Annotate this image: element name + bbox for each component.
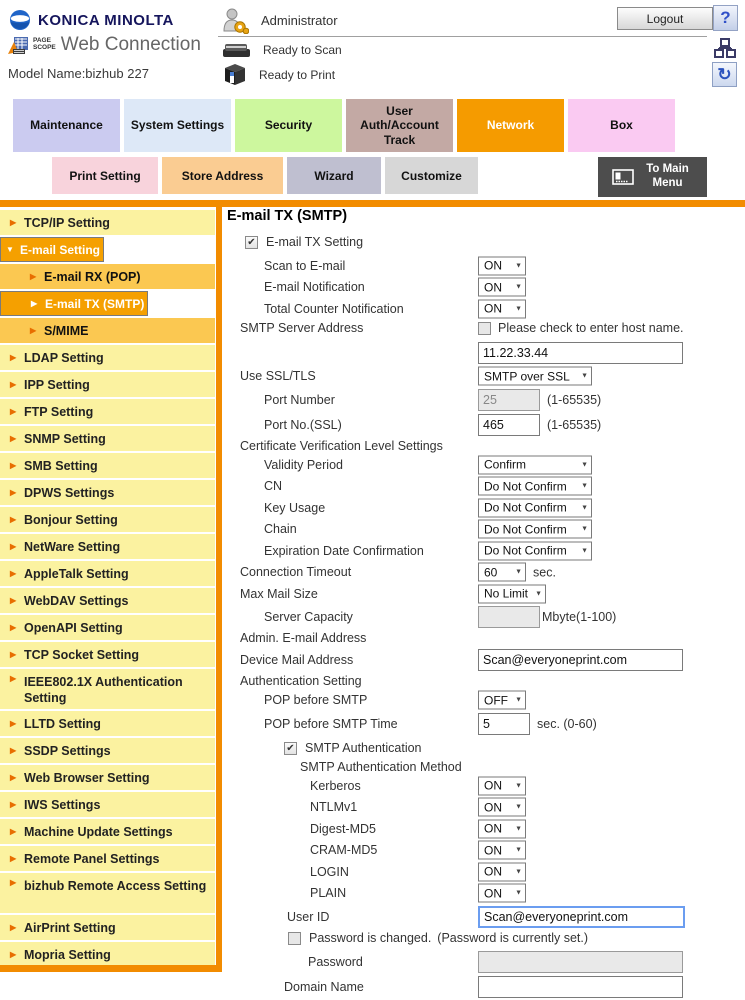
row-total-counter-notification: Total Counter Notification ON ▼ xyxy=(227,298,742,320)
main-tab-bar xyxy=(13,99,675,152)
select-value: SMTP over SSL xyxy=(484,369,570,384)
arrow-right-icon: ▶ xyxy=(10,746,17,755)
tab-maintenance[interactable]: Maintenance xyxy=(13,99,120,152)
scan-to-email-select[interactable] xyxy=(478,256,526,275)
connection-timeout-select[interactable] xyxy=(478,563,526,582)
select-value: Do Not Confirm xyxy=(484,543,567,558)
row-port-no-ssl: Port No.(SSL) 465 (1-65535) xyxy=(227,412,742,437)
row-login: LOGIN ON ▼ xyxy=(227,861,742,883)
email-notification-select[interactable] xyxy=(478,278,526,297)
row-scan-to-email: Scan to E-mail ON ▼ xyxy=(227,255,742,277)
chevron-down-icon: ▼ xyxy=(581,504,588,512)
arrow-right-icon: ▶ xyxy=(10,800,17,809)
header-divider xyxy=(218,36,707,37)
chevron-down-icon: ▼ xyxy=(581,547,588,555)
help-button[interactable] xyxy=(713,5,738,31)
select-value: ON xyxy=(484,258,502,273)
panel-icon xyxy=(612,169,634,185)
expiration-date-select[interactable] xyxy=(478,541,592,560)
select-value: ON xyxy=(484,821,502,836)
network-tree-icon[interactable] xyxy=(714,38,736,58)
smtp-authentication-checkbox[interactable] xyxy=(284,742,297,755)
row-ntlmv1: NTLMv1 ON ▼ xyxy=(227,797,742,819)
check-icon: ✔ xyxy=(286,742,295,754)
arrow-right-icon: ▶ xyxy=(10,461,17,470)
row-pop-before-smtp-time: POP before SMTP Time 5 sec. (0-60) xyxy=(227,711,742,736)
tab-customize[interactable]: Customize xyxy=(385,157,478,194)
sidebar-item-webdav-settings[interactable]: ▶ WebDAV Settings xyxy=(0,588,215,613)
refresh-button[interactable] xyxy=(712,62,737,87)
chevron-down-icon: ▼ xyxy=(515,803,522,811)
select-value: Do Not Confirm xyxy=(484,500,567,515)
row-cram-md5: CRAM-MD5 ON ▼ xyxy=(227,840,742,862)
select-value: Do Not Confirm xyxy=(484,522,567,537)
chain-select[interactable] xyxy=(478,520,592,539)
tab-system-settings[interactable]: System Settings xyxy=(124,99,231,152)
row-cn: CN Do Not Confirm ▼ xyxy=(227,476,742,498)
sidebar-item-smb-setting[interactable]: ▶ SMB Setting xyxy=(0,453,215,478)
tab-print-setting[interactable]: Print Setting xyxy=(52,157,158,194)
sidebar-item-bonjour-setting[interactable]: ▶ Bonjour Setting xyxy=(0,507,215,532)
plain-select[interactable] xyxy=(478,884,526,903)
login-select[interactable] xyxy=(478,862,526,881)
pop-before-smtp-select[interactable] xyxy=(478,691,526,710)
sidebar-item-email-tx-smtp[interactable]: ▶ E-mail TX (SMTP) xyxy=(0,291,148,316)
tab-network[interactable]: Network xyxy=(457,99,564,152)
sidebar-item-dpws-settings[interactable]: ▶ DPWS Settings xyxy=(0,480,215,505)
row-smtp-server-value xyxy=(227,340,742,366)
tab-user-auth-account-track[interactable]: User Auth/Account Track xyxy=(346,99,453,152)
row-port-number: Port Number 25 (1-65535) xyxy=(227,387,742,412)
select-value: ON xyxy=(484,800,502,815)
total-counter-notification-select[interactable] xyxy=(478,299,526,318)
chevron-down-icon: ▼ xyxy=(581,372,588,380)
arrow-right-icon: ▶ xyxy=(30,272,37,281)
sidebar-item-airprint-setting[interactable]: ▶ AirPrint Setting xyxy=(0,915,215,940)
hostname-checkbox[interactable] xyxy=(478,322,491,335)
chevron-down-icon: ▼ xyxy=(581,461,588,469)
chevron-down-icon: ▼ xyxy=(515,889,522,897)
pop-before-smtp-time-input[interactable] xyxy=(478,713,530,735)
sidebar-item-snmp-setting[interactable]: ▶ SNMP Setting xyxy=(0,426,215,451)
sidebar-item-lltd-setting[interactable]: ▶ LLTD Setting xyxy=(0,711,215,736)
logout-button[interactable]: Logout xyxy=(617,7,713,30)
row-key-usage: Key Usage Do Not Confirm ▼ xyxy=(227,497,742,519)
select-value: OFF xyxy=(484,693,508,708)
sidebar-item-openapi-setting[interactable]: ▶ OpenAPI Setting xyxy=(0,615,215,640)
brand-name: KONICA MINOLTA xyxy=(38,11,174,29)
select-value: Confirm xyxy=(484,457,527,472)
sidebar-item-machine-update-settings[interactable]: ▶ Machine Update Settings xyxy=(0,819,215,844)
help-icon: ? xyxy=(720,8,731,27)
validity-period-select[interactable] xyxy=(478,455,592,474)
chevron-down-icon: ▼ xyxy=(515,305,522,313)
model-name: Model Name:bizhub 227 xyxy=(8,66,149,81)
sidebar-item-bizhub-remote-access-setting[interactable]: ▶ bizhub Remote Access Setting xyxy=(0,873,215,913)
arrow-right-icon: ▶ xyxy=(10,827,17,836)
select-value: 60 xyxy=(484,565,498,580)
use-ssl-tls-select[interactable] xyxy=(478,367,592,386)
chevron-down-icon: ▼ xyxy=(515,262,522,270)
arrow-right-icon: ▶ xyxy=(10,434,17,443)
chevron-down-icon: ▼ xyxy=(515,846,522,854)
arrow-right-icon: ▶ xyxy=(10,923,17,932)
sidebar-item-web-browser-setting[interactable]: ▶ Web Browser Setting xyxy=(0,765,215,790)
select-value: Do Not Confirm xyxy=(484,479,567,494)
sidebar-item-email-rx-pop[interactable]: ▶ E-mail RX (POP) xyxy=(0,264,215,289)
sidebar-item-iws-settings[interactable]: ▶ IWS Settings xyxy=(0,792,215,817)
product-logo xyxy=(8,34,201,56)
cram-md5-select[interactable] xyxy=(478,841,526,860)
sidebar-item-remote-panel-settings[interactable]: ▶ Remote Panel Settings xyxy=(0,846,215,871)
arrow-right-icon: ▶ xyxy=(10,596,17,605)
max-mail-size-select[interactable] xyxy=(478,584,546,603)
row-plain: PLAIN ON ▼ xyxy=(227,883,742,905)
chevron-down-icon: ▼ xyxy=(581,482,588,490)
arrow-right-icon: ▶ xyxy=(10,542,17,551)
chevron-down-icon: ▼ xyxy=(515,825,522,833)
row-max-mail-size: Max Mail Size No Limit ▼ xyxy=(227,583,742,605)
sidebar-accent-line xyxy=(216,207,222,972)
row-email-notification: E-mail Notification ON ▼ xyxy=(227,277,742,299)
row-password-is-changed: Password is changed. (Password is currently set.) xyxy=(227,930,742,946)
sidebar-item-netware-setting[interactable]: ▶ NetWare Setting xyxy=(0,534,215,559)
arrow-right-icon: ▶ xyxy=(10,407,17,416)
sidebar-item-appletalk-setting[interactable]: ▶ AppleTalk Setting xyxy=(0,561,215,586)
arrow-right-icon: ▶ xyxy=(10,878,17,887)
select-value: ON xyxy=(484,886,502,901)
row-domain-name: Domain Name xyxy=(227,974,742,999)
sidebar-bottom-bar xyxy=(0,965,222,972)
arrow-right-icon: ▶ xyxy=(10,353,17,362)
page-title: E-mail TX (SMTP) xyxy=(227,208,348,224)
row-expiration-date-confirmation: Expiration Date Confirmation Do Not Confirm ▼ xyxy=(227,540,742,562)
row-validity-period: Validity Period Confirm ▼ xyxy=(227,454,742,476)
sidebar-item-ipp-setting[interactable]: ▶ IPP Setting xyxy=(0,372,215,397)
settings-sidebar xyxy=(0,210,215,969)
row-device-mail-address: Device Mail Address Scan@everyoneprint.com xyxy=(227,647,742,673)
administrator-icon xyxy=(222,7,249,34)
row-server-capacity: Server Capacity Mbyte(1-100) xyxy=(227,605,742,630)
arrow-right-icon: ▶ xyxy=(10,773,17,782)
select-value: ON xyxy=(484,843,502,858)
check-icon: ✔ xyxy=(247,236,256,248)
row-cert-verification-heading: Certificate Verification Level Settings xyxy=(240,438,443,453)
row-smtp-server-address: SMTP Server Address Please check to enter host name. xyxy=(240,321,684,335)
select-value: ON xyxy=(484,778,502,793)
arrow-right-icon: ▶ xyxy=(31,299,38,308)
accent-divider-bar xyxy=(0,200,745,207)
chevron-down-icon: ▼ xyxy=(515,568,522,576)
tab-wizard[interactable]: Wizard xyxy=(287,157,381,194)
tab-box[interactable]: Box xyxy=(568,99,675,152)
ntlmv1-select[interactable] xyxy=(478,798,526,817)
to-main-menu-button[interactable] xyxy=(598,157,707,197)
refresh-icon: ↻ xyxy=(717,64,732,84)
arrow-right-icon: ▶ xyxy=(10,719,17,728)
password-input xyxy=(478,951,683,973)
port-no-ssl-input[interactable] xyxy=(478,414,540,436)
sidebar-item-ftp-setting[interactable]: ▶ FTP Setting xyxy=(0,399,215,424)
arrow-right-icon: ▶ xyxy=(10,854,17,863)
arrow-down-icon: ▼ xyxy=(6,245,14,254)
chevron-down-icon: ▼ xyxy=(581,525,588,533)
row-smtp-authentication: ✔ SMTP Authentication xyxy=(227,740,742,756)
sidebar-item-tcpip-setting[interactable]: ▶ TCP/IP Setting xyxy=(0,210,215,235)
row-password: Password xyxy=(227,949,742,974)
logged-in-user: Administrator xyxy=(261,13,338,28)
arrow-right-icon: ▶ xyxy=(30,326,37,335)
select-value: ON xyxy=(484,864,502,879)
cn-select[interactable] xyxy=(478,477,592,496)
device-mail-address-input[interactable] xyxy=(478,649,683,671)
arrow-right-icon: ▶ xyxy=(10,218,17,227)
to-main-menu-label: To Main Menu xyxy=(646,163,689,189)
arrow-right-icon: ▶ xyxy=(10,650,17,659)
row-use-ssl-tls: Use SSL/TLS SMTP over SSL ▼ xyxy=(227,366,742,388)
chevron-down-icon: ▼ xyxy=(515,696,522,704)
row-user-id: User ID Scan@everyoneprint.com xyxy=(227,904,742,930)
sidebar-item-smime[interactable]: ▶ S/MIME xyxy=(0,318,215,343)
arrow-right-icon: ▶ xyxy=(10,674,17,683)
pagescope-icon xyxy=(8,35,30,56)
sidebar-item-ssdp-settings[interactable]: ▶ SSDP Settings xyxy=(0,738,215,763)
select-value: No Limit xyxy=(484,586,529,601)
row-chain: Chain Do Not Confirm ▼ xyxy=(227,519,742,541)
arrow-right-icon: ▶ xyxy=(10,488,17,497)
smtp-server-address-input[interactable] xyxy=(478,342,683,364)
smtp-settings-panel xyxy=(227,208,742,999)
server-capacity-input xyxy=(478,606,540,628)
sidebar-item-ieee8021x-authentication-setting[interactable]: ▶ IEEE802.1X Authentication Setting xyxy=(0,669,215,709)
row-authentication-setting-heading: Authentication Setting xyxy=(240,674,362,688)
user-id-input[interactable] xyxy=(478,906,685,928)
arrow-right-icon: ▶ xyxy=(10,515,17,524)
key-usage-select[interactable] xyxy=(478,498,592,517)
chevron-down-icon: ▼ xyxy=(515,782,522,790)
arrow-right-icon: ▶ xyxy=(10,380,17,389)
arrow-right-icon: ▶ xyxy=(10,623,17,632)
sidebar-item-email-setting[interactable]: ▼ E-mail Setting xyxy=(0,237,104,262)
sidebar-item-ldap-setting[interactable]: ▶ LDAP Setting xyxy=(0,345,215,370)
row-digest-md5: Digest-MD5 ON ▼ xyxy=(227,818,742,840)
chevron-down-icon: ▼ xyxy=(515,283,522,291)
kerberos-select[interactable] xyxy=(478,776,526,795)
arrow-right-icon: ▶ xyxy=(10,950,17,959)
digest-md5-select[interactable] xyxy=(478,819,526,838)
select-value: ON xyxy=(484,301,502,316)
status-ready-to-scan: Ready to Scan xyxy=(263,42,342,57)
konica-globe-icon xyxy=(8,8,32,32)
sidebar-item-mopria-setting[interactable]: ▶ Mopria Setting xyxy=(0,942,215,967)
row-kerberos: Kerberos ON ▼ xyxy=(227,775,742,797)
product-name: Web Connection xyxy=(60,34,201,55)
row-pop-before-smtp: POP before SMTP OFF ▼ xyxy=(227,690,742,712)
brand-logo xyxy=(8,8,174,32)
sidebar-item-tcp-socket-setting[interactable]: ▶ TCP Socket Setting xyxy=(0,642,215,667)
row-email-tx-setting: ✔ E-mail TX Setting xyxy=(227,234,742,250)
scanner-icon xyxy=(222,41,252,58)
tab-store-address[interactable]: Store Address xyxy=(162,157,283,194)
domain-name-input[interactable] xyxy=(478,976,683,998)
printer-icon xyxy=(222,63,248,86)
arrow-right-icon: ▶ xyxy=(10,569,17,578)
chevron-down-icon: ▼ xyxy=(535,590,542,598)
pagescope-label: PAGE SCOPE xyxy=(33,37,56,51)
row-connection-timeout: Connection Timeout 60 ▼ sec. xyxy=(227,562,742,584)
password-changed-checkbox[interactable] xyxy=(288,932,301,945)
status-ready-to-print: Ready to Print xyxy=(259,67,336,82)
chevron-down-icon: ▼ xyxy=(515,868,522,876)
select-value: ON xyxy=(484,280,502,295)
email-tx-setting-checkbox[interactable] xyxy=(245,236,258,249)
row-admin-email-address: Admin. E-mail Address xyxy=(240,631,367,645)
tab-security[interactable]: Security xyxy=(235,99,342,152)
port-number-input xyxy=(478,389,540,411)
row-smtp-authentication-method: SMTP Authentication Method xyxy=(300,759,462,774)
